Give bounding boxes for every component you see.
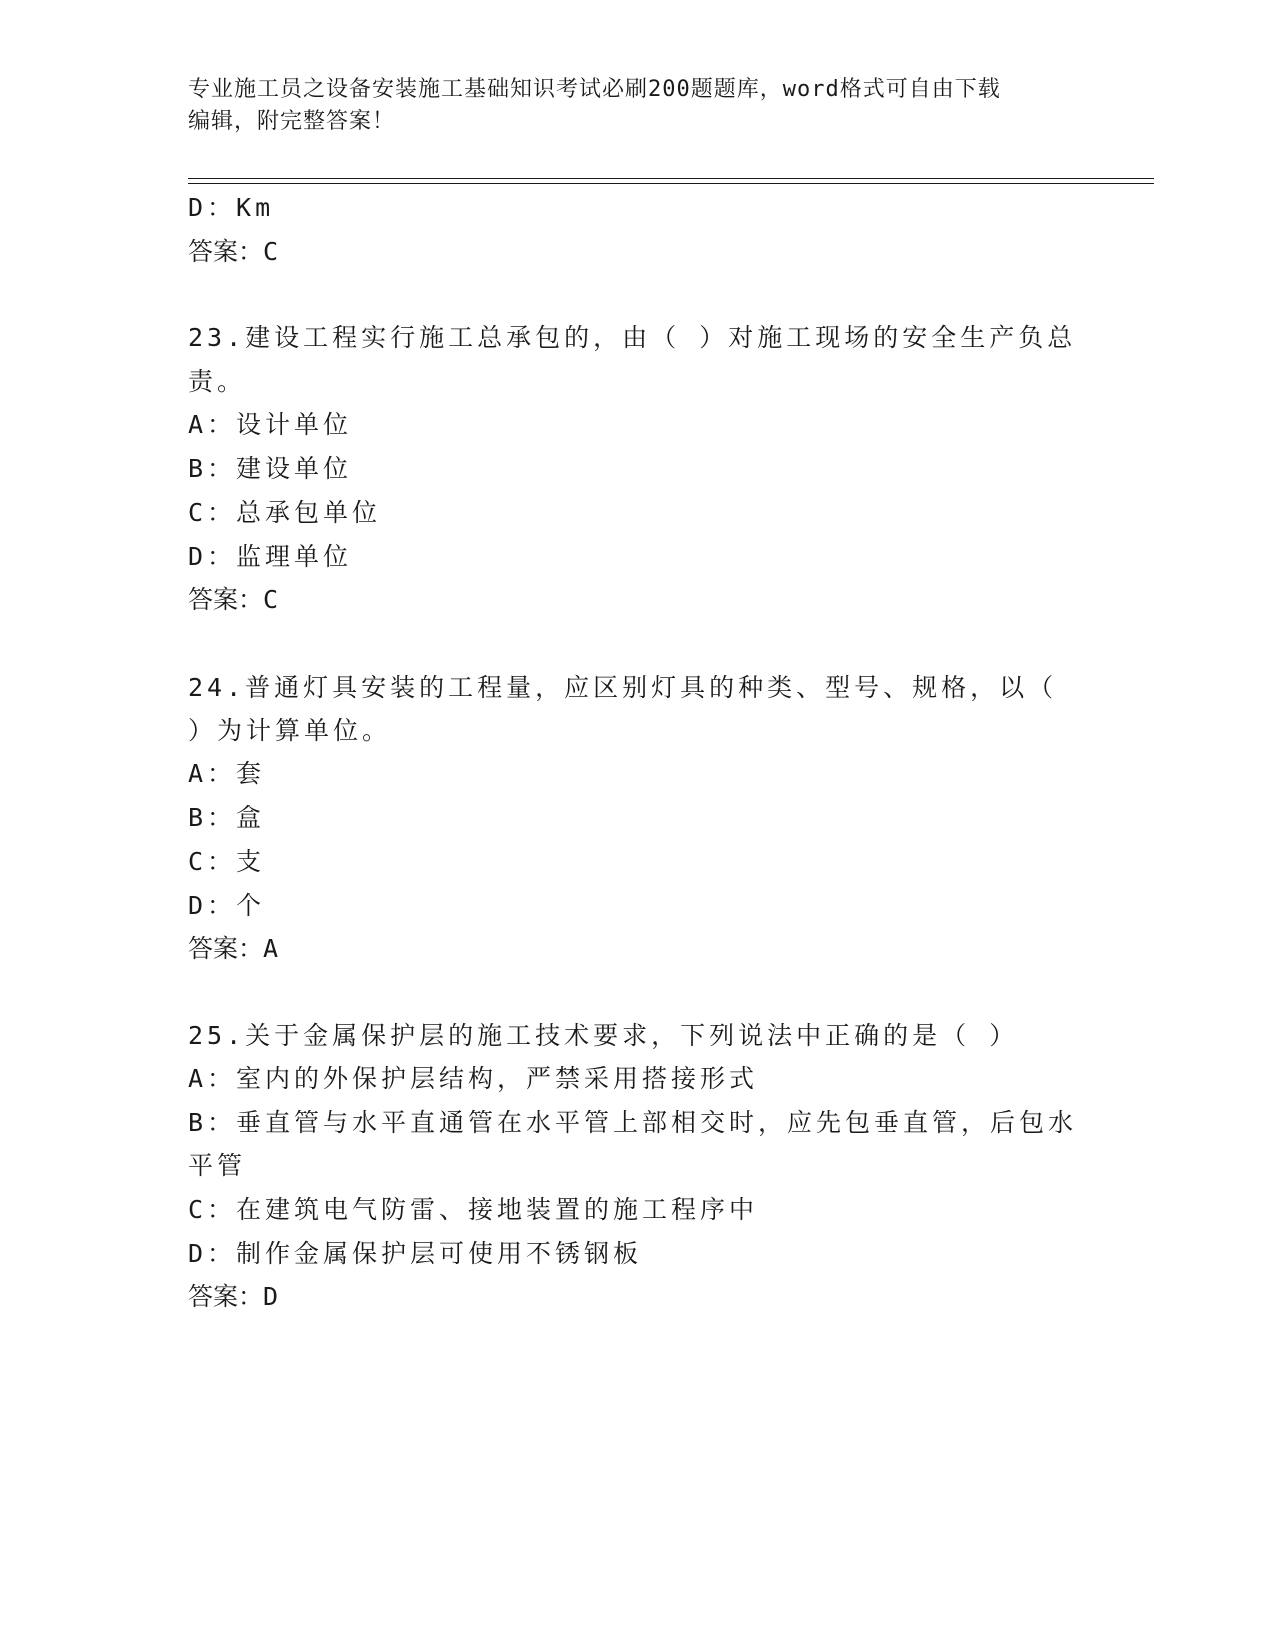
q24-stem-line-2: ）为计算单位。 [188,716,392,745]
q25-option-b-line-1: B：垂直管与水平直通管在水平管上部相交时，应先包垂直管，后包水 [188,1108,1078,1137]
document-header [188,74,1068,138]
header-title-line-1: 专业施工员之设备安装施工基础知识考试必刷200题题库，word格式可自由下载 [188,77,1001,102]
answer-label: 答案： [188,585,264,614]
header-rule-top [188,178,1154,179]
q25-option-a: A：室内的外保护层结构，严禁采用搭接形式 [188,1064,759,1093]
q24-option-c: C：支 [188,847,266,876]
q25-answer [188,1282,278,1312]
q23-option-b: B：建设单位 [188,454,353,483]
q23-stem-line-1: 23.建设工程实行施工总承包的，由（ ）对施工现场的安全生产负总 [188,323,1077,352]
prev-option-d: D：Km [188,193,275,222]
q25-option-b-line-2: 平管 [188,1151,247,1180]
q25-stem-line-1: 25.关于金属保护层的施工技术要求，下列说法中正确的是（ ） [188,1021,1019,1050]
answer-value: A [263,934,279,963]
answer-value: C [263,585,279,614]
q24-answer [188,934,278,964]
answer-value: D [263,1282,279,1311]
q23-option-d: D：监理单位 [188,542,353,571]
q25-option-c: C：在建筑电气防雷、接地装置的施工程序中 [188,1195,759,1224]
answer-value: C [263,237,279,266]
q23-stem-line-2: 责。 [188,367,247,396]
q25-option-d: D：制作金属保护层可使用不锈钢板 [188,1239,643,1268]
q23-option-c: C：总承包单位 [188,498,382,527]
q24-stem-line-1: 24.普通灯具安装的工程量，应区别灯具的种类、型号、规格，以（ [188,673,1058,702]
answer-label: 答案： [188,1282,264,1311]
header-rule-bottom [188,183,1154,184]
q24-option-b: B：盒 [188,803,266,832]
header-title-line-2: 编辑，附完整答案！ [188,109,396,134]
q23-answer [188,585,278,615]
answer-label: 答案： [188,237,264,266]
q23-option-a: A：设计单位 [188,410,353,439]
q24-option-d: D：个 [188,891,266,920]
answer-label: 答案： [188,934,264,963]
q24-option-a: A：套 [188,759,266,788]
prev-answer [188,237,278,267]
